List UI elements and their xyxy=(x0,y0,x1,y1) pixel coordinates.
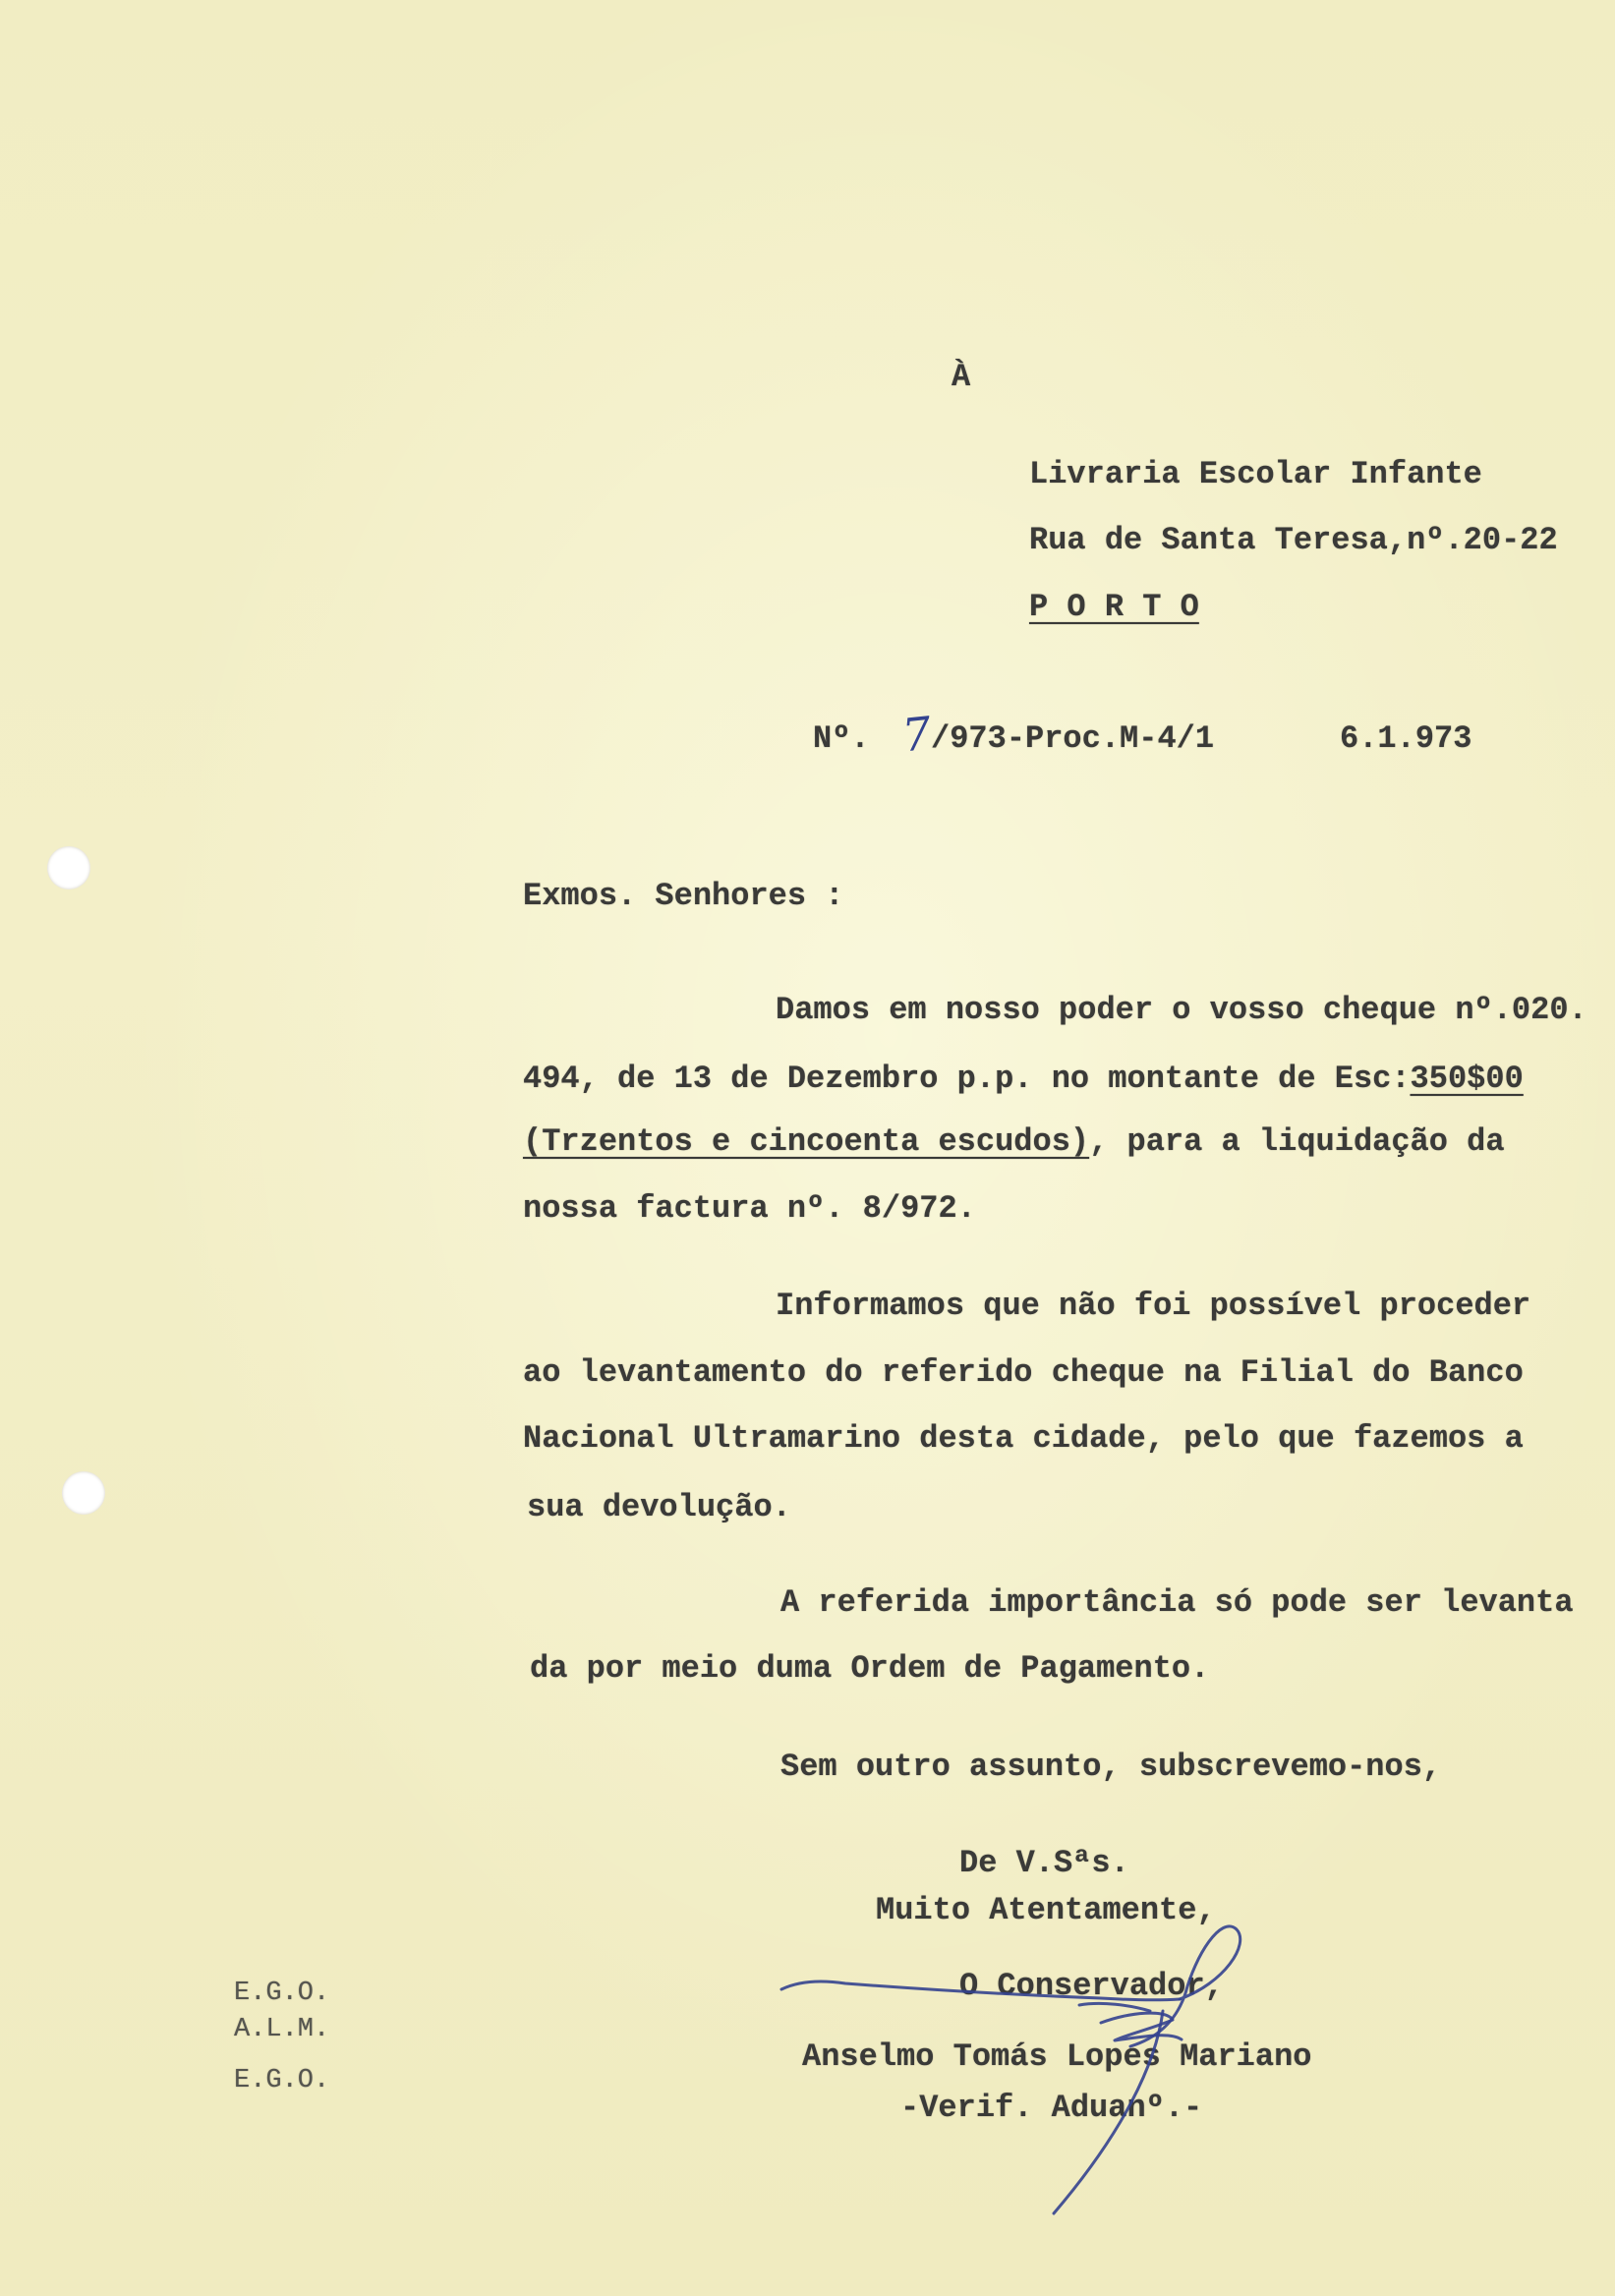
recipient-city: P O R T O xyxy=(1029,589,1199,625)
punch-hole-top xyxy=(47,846,90,890)
courtesy-line: De V.Sªs. xyxy=(959,1845,1129,1881)
paragraph-3-line-1: A referida importância só pode ser levanta xyxy=(780,1584,1574,1621)
letter-date: 6.1.973 xyxy=(1340,720,1472,757)
paragraph-1-line-2 xyxy=(523,1062,1524,1097)
recipient-name: Livraria Escolar Infante xyxy=(1029,456,1482,492)
paragraph-1-line-1: Damos em nosso poder o vosso cheque nº.020. xyxy=(776,992,1587,1028)
initials-line-3: E.G.O. xyxy=(234,2066,330,2095)
paragraph-1-line-4: nossa factura nº. 8/972. xyxy=(523,1190,976,1227)
paragraph-2-line-1: Informamos que não foi possível proceder xyxy=(776,1288,1531,1324)
signatory-name: Anselmo Tomás Lopes Mariano xyxy=(802,2038,1312,2075)
recipient-address: Rua de Santa Teresa,nº.20-22 xyxy=(1029,522,1558,558)
initials-line-2: A.L.M. xyxy=(234,2015,330,2044)
paragraph-2-line-4: sua devolução. xyxy=(527,1489,791,1525)
reference-prefix: Nº. xyxy=(813,720,870,757)
signature-stroke-scribble xyxy=(1101,2013,1182,2040)
initials-line-1: E.G.O. xyxy=(234,1979,330,2008)
reference-handwritten-number: 7 xyxy=(899,706,935,763)
signatory-position: -Verif. Aduanº.- xyxy=(900,2090,1203,2126)
cheque-amount: 350$00 xyxy=(1410,1061,1524,1097)
punch-hole-bottom xyxy=(62,1471,105,1515)
amount-in-words: (Trzentos e cincoenta escudos) xyxy=(523,1123,1090,1160)
signatory-title: O Conservador, xyxy=(959,1968,1224,2004)
recipient-prefix: À xyxy=(952,359,971,395)
valediction: Muito Atentamente, xyxy=(876,1892,1216,1928)
paragraph-1-line-3-rest: , para a liquidação da xyxy=(1089,1123,1505,1160)
paragraph-2-line-2: ao levantamento do referido cheque na Filial do Banco xyxy=(523,1354,1524,1391)
reference-process: /973-Proc.M-4/1 xyxy=(931,720,1215,757)
paragraph-1-line-3 xyxy=(523,1124,1505,1160)
paragraph-3-line-2: da por meio duma Ordem de Pagamento. xyxy=(530,1650,1210,1687)
paragraph-1-line-2-text: 494, de 13 de Dezembro p.p. no montante de Esc: xyxy=(523,1061,1411,1097)
signature-stroke-tick xyxy=(1079,2003,1150,2011)
salutation: Exmos. Senhores : xyxy=(523,878,844,914)
paragraph-2-line-3: Nacional Ultramarino desta cidade, pelo que fazemos a xyxy=(523,1420,1524,1457)
closing-line: Sem outro assunto, subscrevemo-nos, xyxy=(780,1749,1442,1785)
